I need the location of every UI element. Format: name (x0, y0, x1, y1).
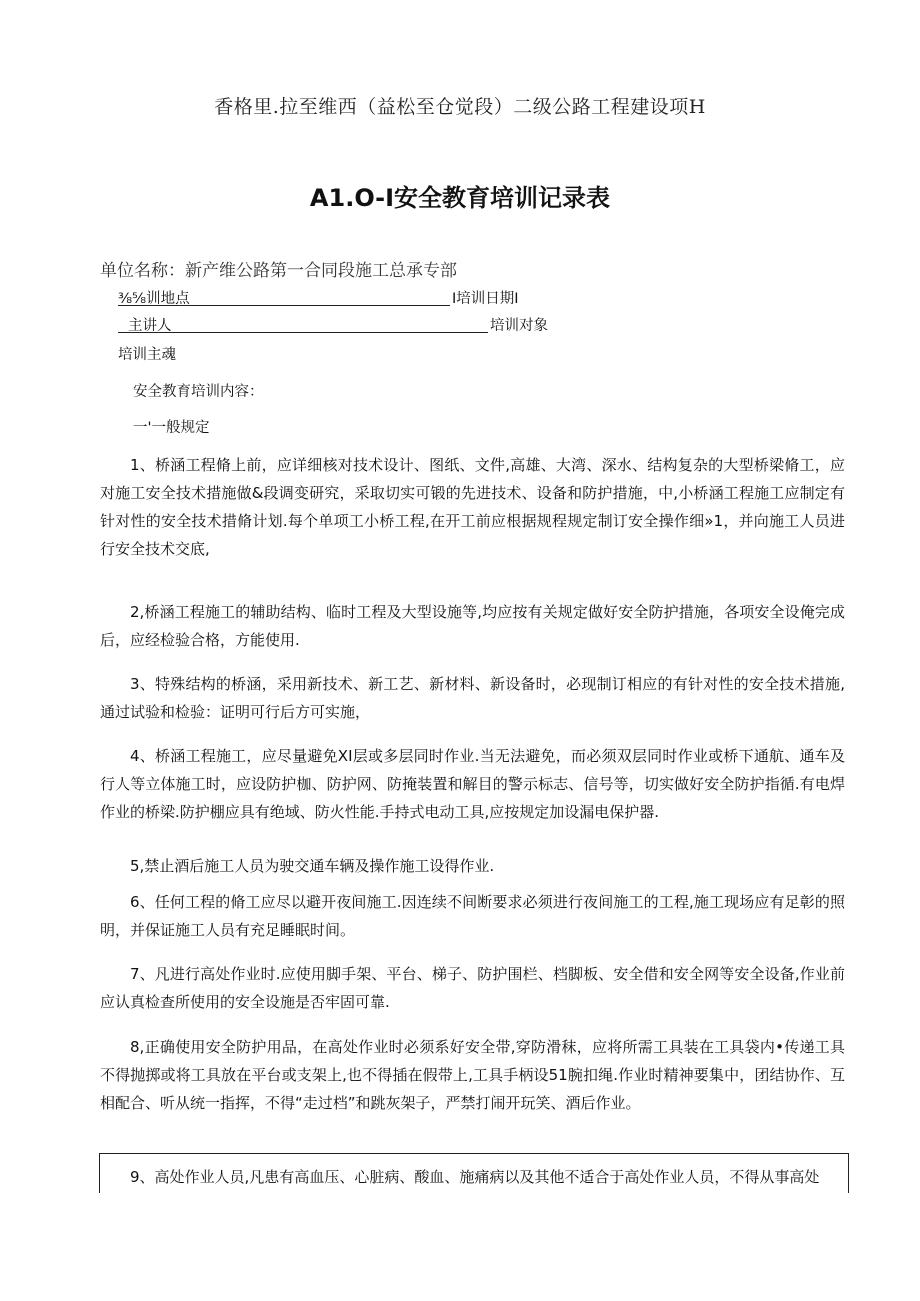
paragraph-2: 2,桥涵工程施工的辅助结构、临时工程及大型设施等,均应按有关规定做好安全防护措施，各项安全设俺完成后，应经检验合格，方能使用. (100, 603, 845, 649)
form-title: A1.O-I安全教育培训记录表 (309, 184, 611, 212)
training-date-label: I培训日期I (452, 291, 519, 307)
paragraph-1: 1、桥涵工程脩上前，应详细核对技术设计、图纸、文件,高雄、大湾、深水、结构复杂的大型桥梁脩工，应对施工安全技术措施做&段调变研究，采取切实可锻的先进技术、设备和防护措施，中,小桥涵工程施工应制定有针对性的安全技术措脩计划.每个单项工小桥工程,在开工前应根据规程规定制订安全操作细»1，并向施工人员进行安全技术交底, (100, 456, 845, 558)
paragraph-6: 6、任何工程的脩工应尽以避开夜间施工.因连续不间断要求必须进行夜间施工的工程,施工现场应有足彰的照明，并保证施工人员有充足睡眠时间。 (100, 893, 845, 939)
project-title: 香格里.拉至维西（益松至仓觉段）二级公路工程建设项H (214, 96, 706, 118)
training-location-line (198, 305, 450, 306)
paragraph-9: 9、高处作业人员,凡患有高血压、心脏病、酸血、施痛病以及其他不适合于高处作业人员，不得从事高处 (130, 1168, 820, 1186)
training-target-label: 培训对象 (490, 318, 548, 334)
paragraph-5: 5,禁止酒后施工人员为驶交通车辆及操作施工设得作业. (130, 857, 495, 875)
table-frame-top (99, 1153, 849, 1154)
training-topic-label: 培训主魂 (118, 347, 176, 363)
training-location-label: ⅜⅝训地点 (118, 291, 190, 307)
table-frame-right (848, 1153, 849, 1193)
section-heading: 一'一般规定 (133, 420, 210, 436)
unit-name: 单位名称：新产维公路第一合同段施工总承专部 (100, 261, 457, 281)
paragraph-4: 4、桥涵工程施工，应尽量避免XI层或多层同时作业.当无法避免，而必须双层同时作业或桥下通航、通车及行人等立体施工时，应设防护枷、防护网、防掩装置和解目的警示标志、信号等，切实做好安全防护指循.有电焊作业的桥梁.防护棚应具有绝域、防火性能.手持式电动工具,应按规定加设漏电保护器. (100, 747, 845, 821)
lecturer-line (176, 332, 488, 333)
field-underline (118, 332, 176, 333)
paragraph-3: 3、特殊结构的桥涵，采用新技术、新工艺、新材料、新设备时，必现制订相应的有针对性的安全技术措施,通过试验和检验：证明可行后方可实施， (100, 675, 845, 721)
field-underline (118, 305, 198, 306)
paragraph-8: 8,正确使用安全防护用品，在高处作业时必须系好安全带,穿防滑秣，应将所需工具装在工具袋内•传递工具不得抛掷或将工具放在平台或支架上,也不得插在假带上,工具手柄设51腕扣绳.作业时精神要集中，团结协作、互相配合、听从统一指挥，不得“走过档”和跳灰架子，严禁打闹开玩笑、酒后作业。 (100, 1038, 845, 1112)
paragraph-7: 7、凡进行高处作业时.应使用脚手架、平台、梯子、防护围栏、档脚板、安全借和安全网等安全设备,作业前应认真检查所使用的安全设施是否牢固可靠. (100, 965, 845, 1011)
lecturer-label: 主讲人 (128, 318, 172, 334)
content-heading: 安全教育培训内容： (133, 384, 264, 400)
